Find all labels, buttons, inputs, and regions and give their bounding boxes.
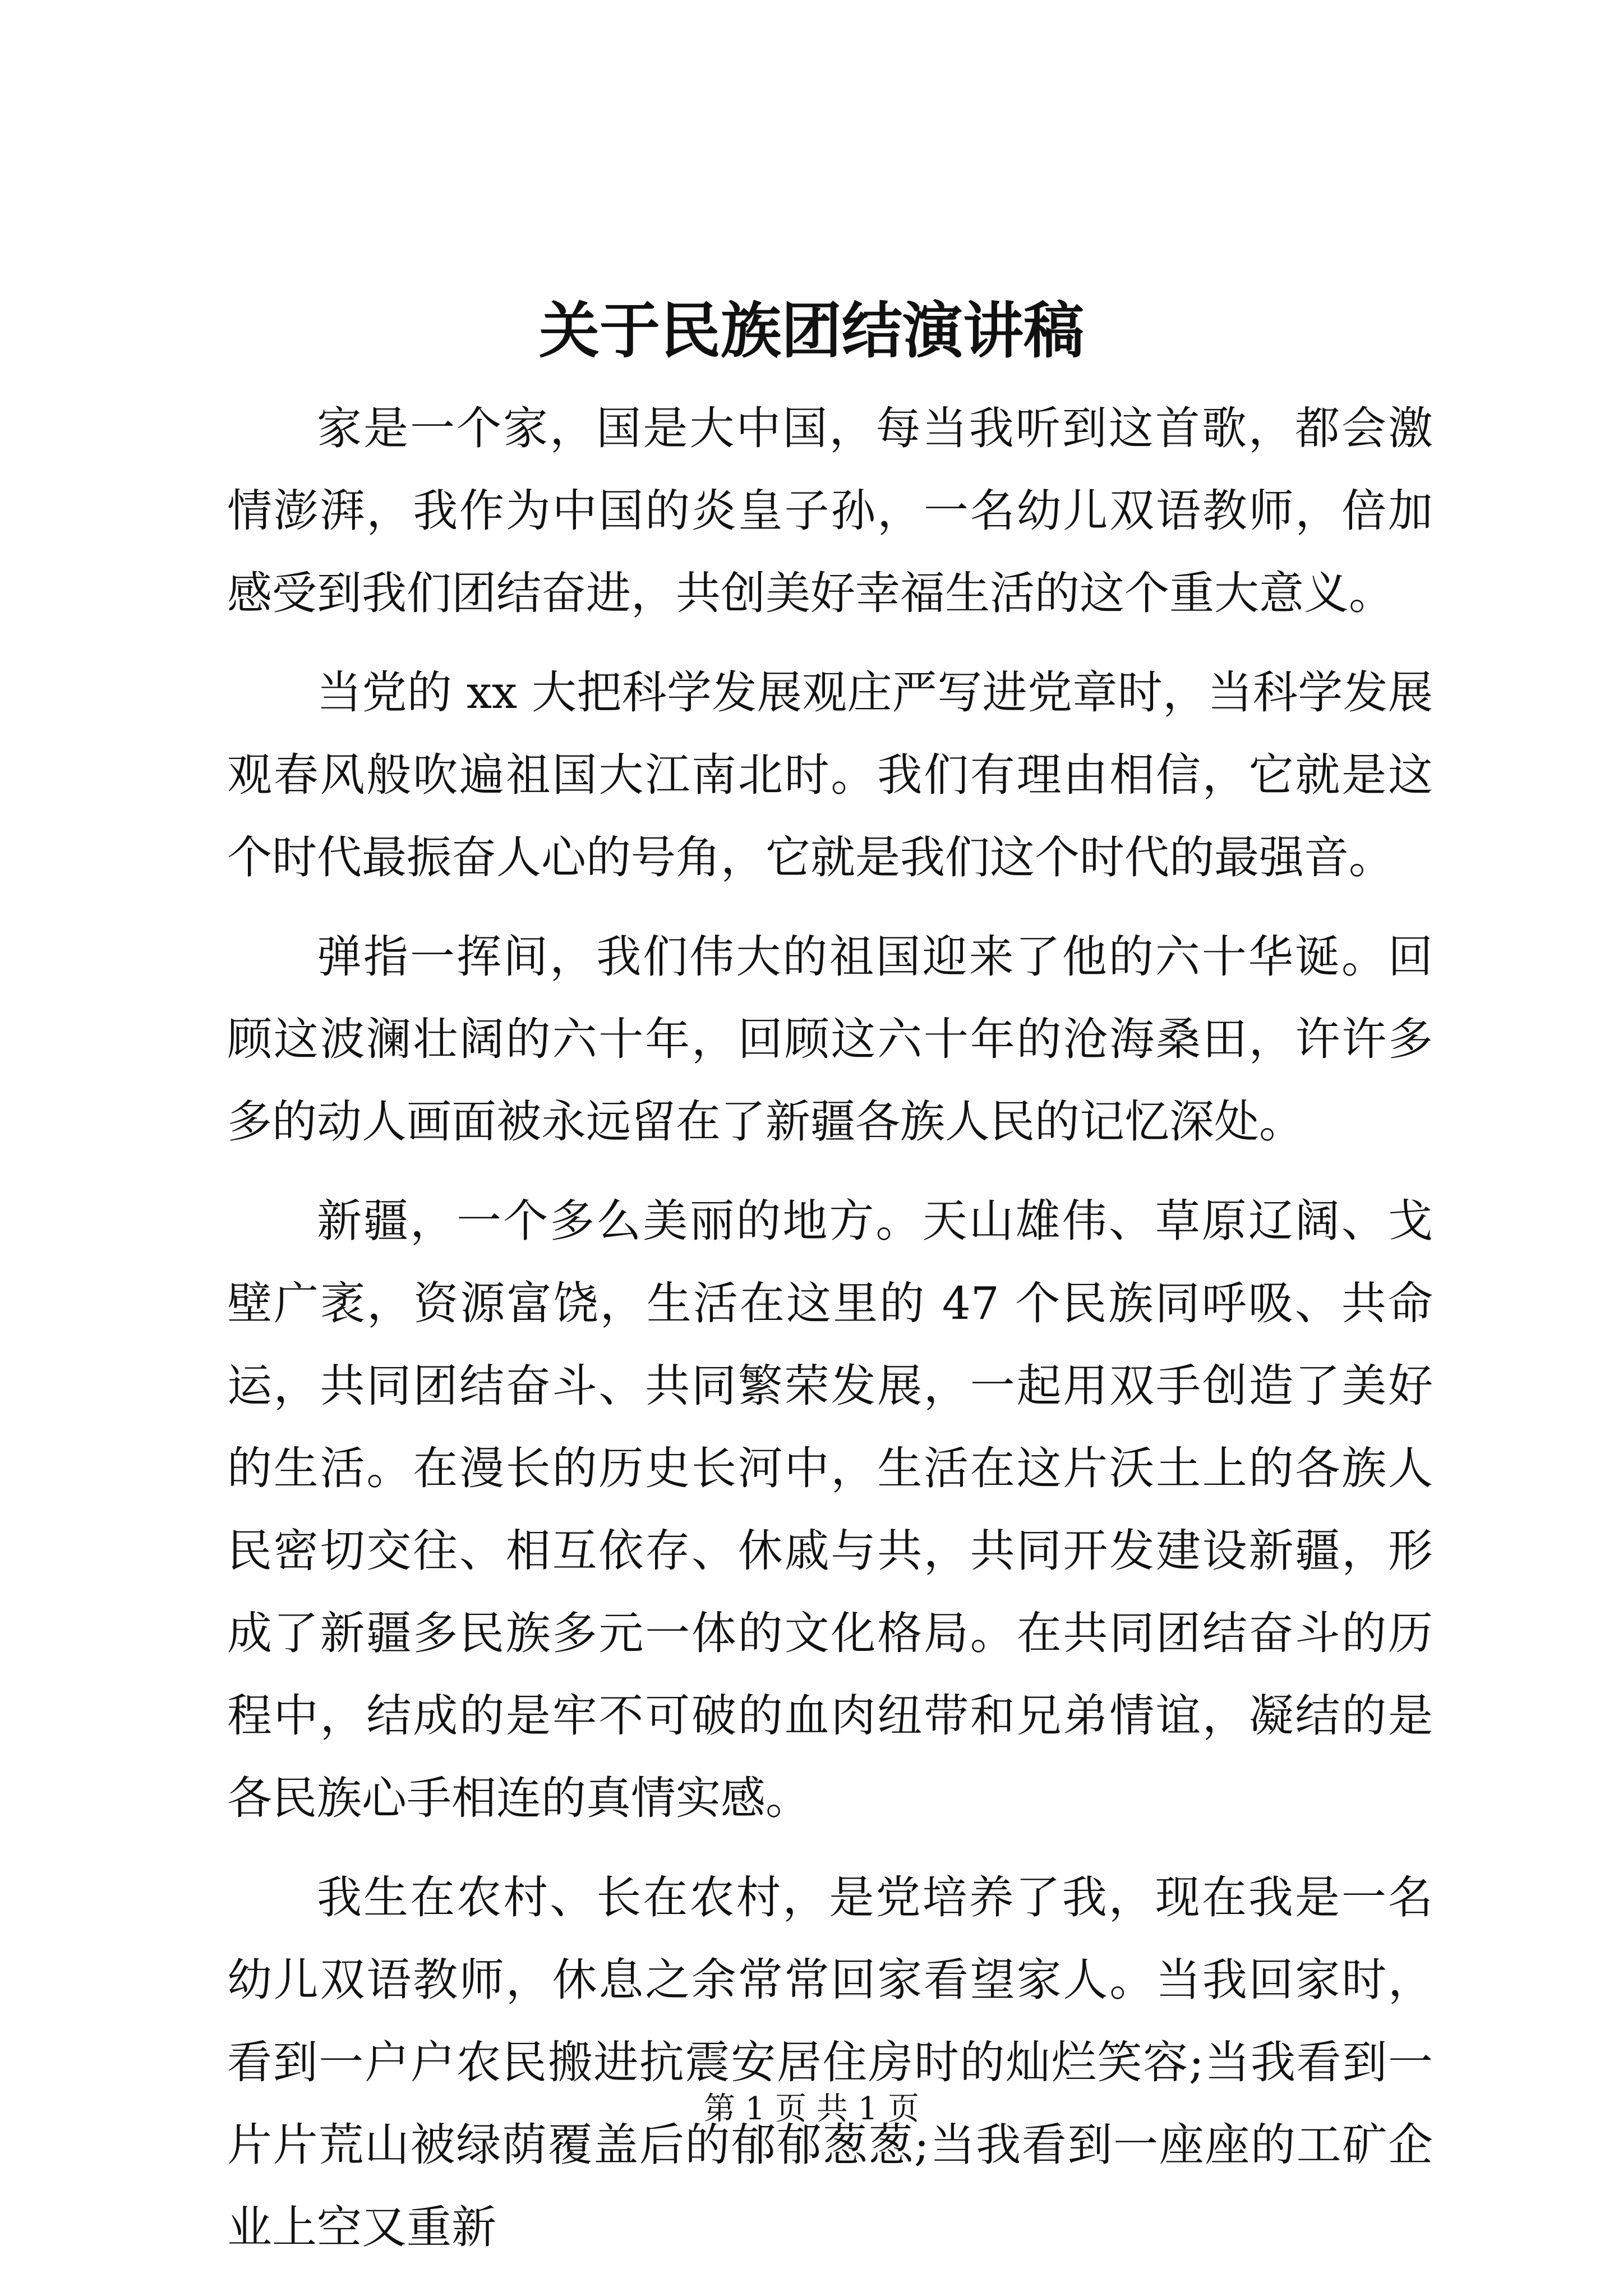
- page-footer: 第 1 页 共 1 页: [703, 2091, 920, 2127]
- paragraph: 我生在农村、长在农村，是党培养了我，现在我是一名幼儿双语教师，休息之余常常回家看望家人。当我回家时，看到一户户农民搬进抗震安居住房时的灿烂笑容;当我看到一片片荒山被绿荫覆盖后的郁郁葱葱;当我看到一座座的工矿企业上空又重新: [227, 1871, 1433, 2253]
- document-title: 关于民族团结演讲稿: [538, 296, 1084, 366]
- paragraph: 家是一个家，国是大中国，每当我听到这首歌，都会激情澎湃，我作为中国的炎皇子孙，一名幼儿双语教师，倍加感受到我们团结奋进，共创美好幸福生活的这个重大意义。: [227, 402, 1433, 619]
- paragraph: 弹指一挥间，我们伟大的祖国迎来了他的六十华诞。回顾这波澜壮阔的六十年，回顾这六十年的沧海桑田，许许多多的动人画面被永远留在了新疆各族人民的记忆深处。: [227, 931, 1433, 1148]
- document-body: [227, 387, 1433, 2285]
- paragraph: 新疆，一个多么美丽的地方。天山雄伟、草原辽阔、戈壁广袤，资源富饶，生活在这里的 47 个民族同呼吸、共命运，共同团结奋斗、共同繁荣发展，一起用双手创造了美好的生活。在漫长的历史长河中，生活在这片沃土上的各族人民密切交往、相互依存、休戚与共，共同开发建设新疆，形成了新疆多民族多元一体的文化格局。在共同团结奋斗的历程中，结成的是牢不可破的血肉纽带和兄弟情谊，凝结的是各民族心手相连的真情实感。: [227, 1195, 1433, 1824]
- paragraph: 当党的 xx 大把科学发展观庄严写进党章时，当科学发展观春风般吹遍祖国大江南北时。我们有理由相信，它就是这个时代最振奋人心的号角，它就是我们这个时代的最强音。: [227, 666, 1433, 884]
